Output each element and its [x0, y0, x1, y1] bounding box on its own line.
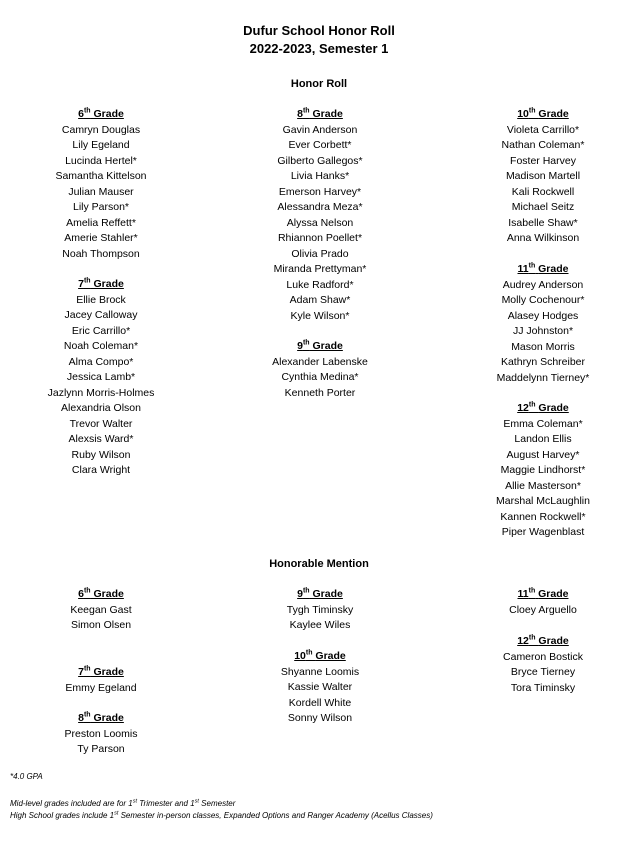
student-name: Jessica Lamb*: [66, 371, 136, 383]
student-name: Noah Coleman*: [63, 340, 139, 352]
grade-suffix: th: [83, 587, 91, 595]
student-name: Kaylee Wiles: [289, 619, 351, 631]
grade-number: 7: [78, 278, 84, 290]
grade-suffix: th: [83, 665, 91, 673]
grade-heading: [1, 711, 201, 727]
grade-number: 8: [78, 712, 84, 724]
honorable-mention-grade-block: [443, 634, 638, 696]
student-name: Alma Compo*: [68, 355, 134, 368]
grade-suffix: th: [528, 634, 536, 642]
student-name: Alyssa Nelson: [286, 216, 354, 229]
honor-roll-grade-block: [443, 401, 638, 541]
student-name: Violeta Carrillo*: [506, 123, 580, 136]
grade-label: Grade: [93, 712, 124, 724]
student-name: Lily Egeland: [72, 139, 130, 151]
grade-suffix: th: [83, 711, 91, 719]
student-name: Allie Masterson*: [505, 479, 581, 492]
document-subtitle: 2022-2023, Semester 1: [249, 41, 389, 56]
grade-suffix: th: [528, 401, 536, 409]
student-name: Kordell White: [288, 696, 352, 709]
honor-roll-grade-block: [443, 262, 638, 386]
student-name: Kannen Rockwell*: [500, 510, 586, 523]
honorable-mention-grade-block: [443, 587, 638, 618]
grade-number: 6: [78, 108, 84, 120]
student-name: Piper Wagenblast: [501, 526, 585, 538]
footnote-text: Trimester and 1: [137, 799, 195, 808]
student-name: Kali Rockwell: [511, 185, 575, 198]
student-name: Gavin Anderson: [282, 123, 358, 136]
footnote-text: Semester in-person classes, Expanded Options and Ranger Academy (Acellus Classes): [118, 811, 433, 820]
footnote-superscript: st: [194, 798, 199, 805]
grade-heading: [443, 107, 638, 123]
student-name: Maggie Lindhorst*: [500, 464, 586, 476]
grade-label: Grade: [538, 588, 569, 600]
honorable-mention-section-title: Honorable Mention: [269, 558, 369, 570]
honor-roll-section-title: Honor Roll: [290, 78, 348, 90]
grade-number: 10: [517, 108, 529, 120]
student-name: Alessandra Meza*: [277, 201, 363, 213]
grade-suffix: th: [528, 107, 536, 115]
student-name: Cynthia Medina*: [281, 371, 359, 383]
student-name: Cameron Bostick: [503, 650, 583, 663]
student-name: Alexandria Olson: [61, 402, 141, 414]
student-name: Cloey Arguello: [509, 603, 577, 616]
grade-number: 9: [297, 588, 303, 600]
student-name: Audrey Anderson: [502, 278, 584, 291]
honorable-mention-grade-block: [1, 587, 201, 634]
grade-number: 12: [517, 635, 529, 647]
student-name: Kathryn Schreiber: [500, 356, 586, 368]
grade-number: 9: [297, 340, 303, 352]
grade-label: Grade: [93, 278, 124, 290]
student-name: Emerson Harvey*: [278, 185, 362, 198]
student-name: Ruby Wilson: [71, 448, 131, 461]
grade-label: Grade: [93, 666, 124, 678]
honorable-mention-grade-block: [220, 649, 420, 727]
footnote-text: Mid-level grades included are for 1: [10, 799, 133, 808]
grade-suffix: th: [528, 262, 536, 270]
student-name: Kassie Walter: [287, 681, 353, 693]
grade-heading: [443, 401, 638, 417]
student-name: Ty Parson: [77, 743, 125, 755]
grade-suffix: th: [302, 587, 310, 595]
student-name: Preston Loomis: [64, 727, 138, 740]
grade-number: 6: [78, 588, 84, 600]
footnote-mid-level: [10, 798, 235, 809]
grade-number: 7: [78, 666, 84, 678]
grade-label: Grade: [538, 263, 569, 275]
grade-label: Grade: [312, 108, 343, 120]
student-name: Madison Martell: [505, 170, 581, 182]
honor-roll-grade-block: [220, 339, 420, 401]
honor-roll-grade-block: [1, 107, 201, 262]
document-title: Dufur School Honor Roll: [243, 23, 395, 38]
student-name: Clara Wright: [71, 464, 131, 476]
student-name: Simon Olsen: [70, 619, 132, 631]
honorable-mention-grade-block: [1, 711, 201, 758]
student-name: Julian Mauser: [68, 185, 134, 198]
student-name: Samantha Kittelson: [55, 170, 147, 182]
grade-heading: [220, 587, 420, 603]
grade-number: 8: [297, 108, 303, 120]
grade-heading: [1, 107, 201, 123]
student-name: Bryce Tierney: [510, 666, 576, 678]
student-name: Anna Wilkinson: [506, 232, 580, 244]
student-name: Emma Coleman*: [503, 417, 583, 430]
student-name: Alexander Labenske: [272, 355, 368, 368]
student-name: Molly Cochenour*: [501, 294, 585, 306]
student-name: Gilberto Gallegos*: [277, 154, 363, 167]
student-name: Olivia Prado: [291, 247, 349, 260]
grade-label: Grade: [312, 340, 343, 352]
footnote-superscript: st: [114, 810, 119, 817]
student-name: Kyle Wilson*: [290, 309, 350, 322]
student-name: Rhiannon Poellet*: [277, 232, 363, 244]
grade-suffix: th: [83, 107, 91, 115]
grade-label: Grade: [93, 108, 124, 120]
grade-heading: [220, 107, 420, 123]
honorable-mention-grade-block: [220, 587, 420, 634]
student-name: Kenneth Porter: [284, 386, 356, 399]
student-name: Ever Corbett*: [288, 139, 352, 151]
student-name: Tygh Timinsky: [286, 603, 354, 616]
grade-label: Grade: [93, 588, 124, 600]
grade-label: Grade: [538, 635, 569, 647]
student-name: Keegan Gast: [70, 603, 132, 616]
footnote-gpa: *4.0 GPA: [10, 772, 43, 781]
student-name: Livia Hanks*: [290, 170, 350, 182]
student-name: Ellie Brock: [76, 293, 126, 306]
grade-number: 11: [517, 588, 529, 600]
grade-label: Grade: [538, 108, 569, 120]
grade-heading: [443, 634, 638, 650]
footnote-high-school: [10, 810, 433, 821]
student-name: JJ Johnston*: [512, 325, 574, 337]
student-name: Miranda Prettyman*: [273, 263, 367, 275]
student-name: Alasey Hodges: [507, 309, 579, 322]
grade-suffix: th: [302, 339, 310, 347]
grade-number: 11: [517, 263, 529, 275]
student-name: Trevor Walter: [69, 417, 133, 430]
student-name: Mason Morris: [511, 340, 575, 353]
grade-suffix: th: [528, 587, 536, 595]
grade-heading: [443, 262, 638, 278]
grade-suffix: th: [305, 649, 313, 657]
honor-roll-grade-block: [1, 277, 201, 479]
grade-label: Grade: [312, 588, 343, 600]
grade-heading: [220, 339, 420, 355]
grade-suffix: th: [302, 107, 310, 115]
student-name: Tora Timinsky: [510, 681, 576, 694]
grade-heading: [443, 587, 638, 603]
grade-heading: [1, 665, 201, 681]
student-name: Landon Ellis: [514, 433, 572, 445]
student-name: Sonny Wilson: [287, 712, 353, 724]
honor-roll-grade-block: [220, 107, 420, 324]
grade-label: Grade: [315, 650, 346, 662]
student-name: Amelia Reffett*: [66, 216, 136, 229]
student-name: Alexsis Ward*: [68, 433, 134, 445]
student-name: Isabelle Shaw*: [508, 216, 578, 229]
honorable-mention-grade-block: [1, 665, 201, 696]
student-name: Amerie Stahler*: [64, 232, 138, 244]
grade-suffix: th: [83, 277, 91, 285]
footnote-superscript: st: [132, 798, 138, 805]
grade-heading: [1, 277, 201, 293]
student-name: Eric Carrillo*: [71, 324, 131, 337]
student-name: Maddelynn Tierney*: [496, 371, 590, 384]
footnote-text: Semester: [198, 799, 236, 808]
student-name: Lily Parson*: [72, 201, 130, 213]
student-name: Noah Thompson: [62, 247, 140, 260]
student-name: Camryn Douglas: [61, 123, 141, 136]
grade-label: Grade: [538, 402, 569, 414]
student-name: Jazlynn Morris-Holmes: [47, 386, 155, 399]
grade-heading: [220, 649, 420, 665]
student-name: Nathan Coleman*: [501, 139, 585, 151]
student-name: Marshal McLaughlin: [496, 495, 590, 507]
student-name: Jacey Calloway: [64, 309, 138, 321]
student-name: August Harvey*: [506, 448, 580, 461]
student-name: Adam Shaw*: [289, 294, 351, 306]
honor-roll-grade-block: [443, 107, 638, 247]
student-name: Foster Harvey: [510, 154, 576, 167]
student-name: Luke Radford*: [286, 278, 354, 291]
grade-number: 10: [294, 650, 306, 662]
footnote-text: High School grades include 1: [10, 811, 115, 820]
student-name: Shyanne Loomis: [280, 665, 360, 678]
student-name: Emmy Egeland: [65, 681, 137, 694]
grade-heading: [1, 587, 201, 603]
student-name: Michael Seitz: [511, 201, 575, 213]
student-name: Lucinda Hertel*: [65, 154, 137, 167]
grade-number: 12: [517, 402, 529, 414]
